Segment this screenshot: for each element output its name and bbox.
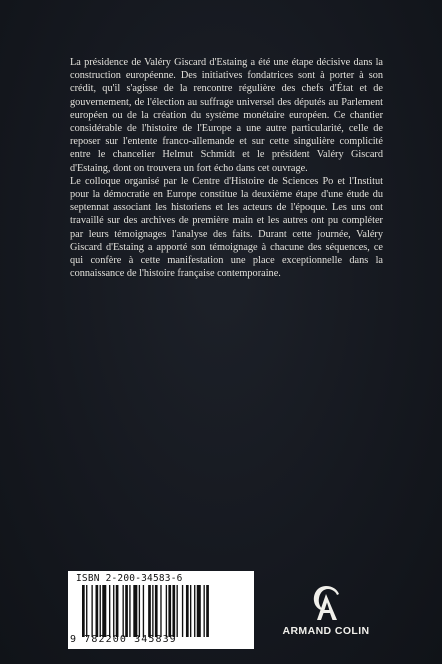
armand-colin-ac-logo-icon <box>309 584 343 624</box>
barcode-bar <box>177 585 178 637</box>
barcode-bar <box>86 585 87 637</box>
barcode-bar <box>116 585 119 637</box>
barcode-bar <box>82 585 85 637</box>
blurb-paragraph-2: Le colloque organisé par le Centre d'Histoire de Sciences Po et l'Institut pour la démocratie en Europe constitue la deuxième étape d'une étude du septennat associant les historiens et les acteurs de l'époque. Les uns ont travaillé sur des archives de première main et les autres ont pu compléter par leurs témoignages l'analyse des faits. Durant cette journée, Valéry Giscard d'Estaing a apporté son témoignage à chacune des séquences, ce qui confère à cette manifestation une place exceptionnelle dans la connaissance de l'histoire française contemporaine. <box>70 175 383 280</box>
barcode-bar <box>155 585 158 637</box>
barcode-bar <box>113 585 114 637</box>
barcode-bar <box>204 585 205 637</box>
barcode-bar <box>166 585 167 637</box>
publisher-name: ARMAND COLIN <box>282 625 370 637</box>
barcode-bar <box>123 585 124 637</box>
barcode-bar <box>96 585 99 637</box>
barcode-bars <box>82 585 248 637</box>
barcode-bar <box>152 585 153 637</box>
barcode-bar <box>100 585 101 637</box>
barcode-bar <box>190 585 191 637</box>
barcode-bar <box>143 585 144 637</box>
barcode-bar <box>186 585 189 637</box>
barcode-bar <box>91 585 92 637</box>
barcode-bar <box>129 585 130 637</box>
barcode-bar <box>197 585 201 637</box>
barcode-digits: 9 782200 345839 <box>70 634 177 645</box>
publisher-block <box>270 584 382 650</box>
blurb-paragraph-1: La présidence de Valéry Giscard d'Estaing a été une étape décisive dans la construction européenne. Des initiatives fondatrices sont à porter à son crédit, qu'il s'agisse de la rencontre régulière des chefs d'État et de gouvernement, de l'élection au suffrage universel des députés au Parlement européen ou de la création du système monétaire européen. Ce chantier considérable de l'histoire de l'Europe a une autre particularité, celle de reposer sur l'entente franco-allemande et sur cette singulière complicité entre le chancelier Helmut Schmidt et le président Valéry Giscard d'Estaing, dont on trouvera un fort écho dans cet ouvrage. <box>70 57 383 174</box>
isbn-barcode <box>68 571 254 649</box>
isbn-label: ISBN 2-200-34583-6 <box>76 573 183 584</box>
barcode-bar <box>168 585 171 637</box>
barcode-bar <box>148 585 151 637</box>
barcode-bar <box>172 585 175 637</box>
back-cover-blurb <box>70 56 383 280</box>
barcode-bar <box>125 585 128 637</box>
barcode-bar <box>194 585 195 637</box>
barcode-bar <box>133 585 137 637</box>
barcode-bar <box>102 585 106 637</box>
barcode-bar <box>182 585 183 637</box>
barcode-bar <box>160 585 161 637</box>
barcode-bar <box>139 585 140 637</box>
barcode-bar <box>206 585 209 637</box>
barcode-bar <box>109 585 110 637</box>
